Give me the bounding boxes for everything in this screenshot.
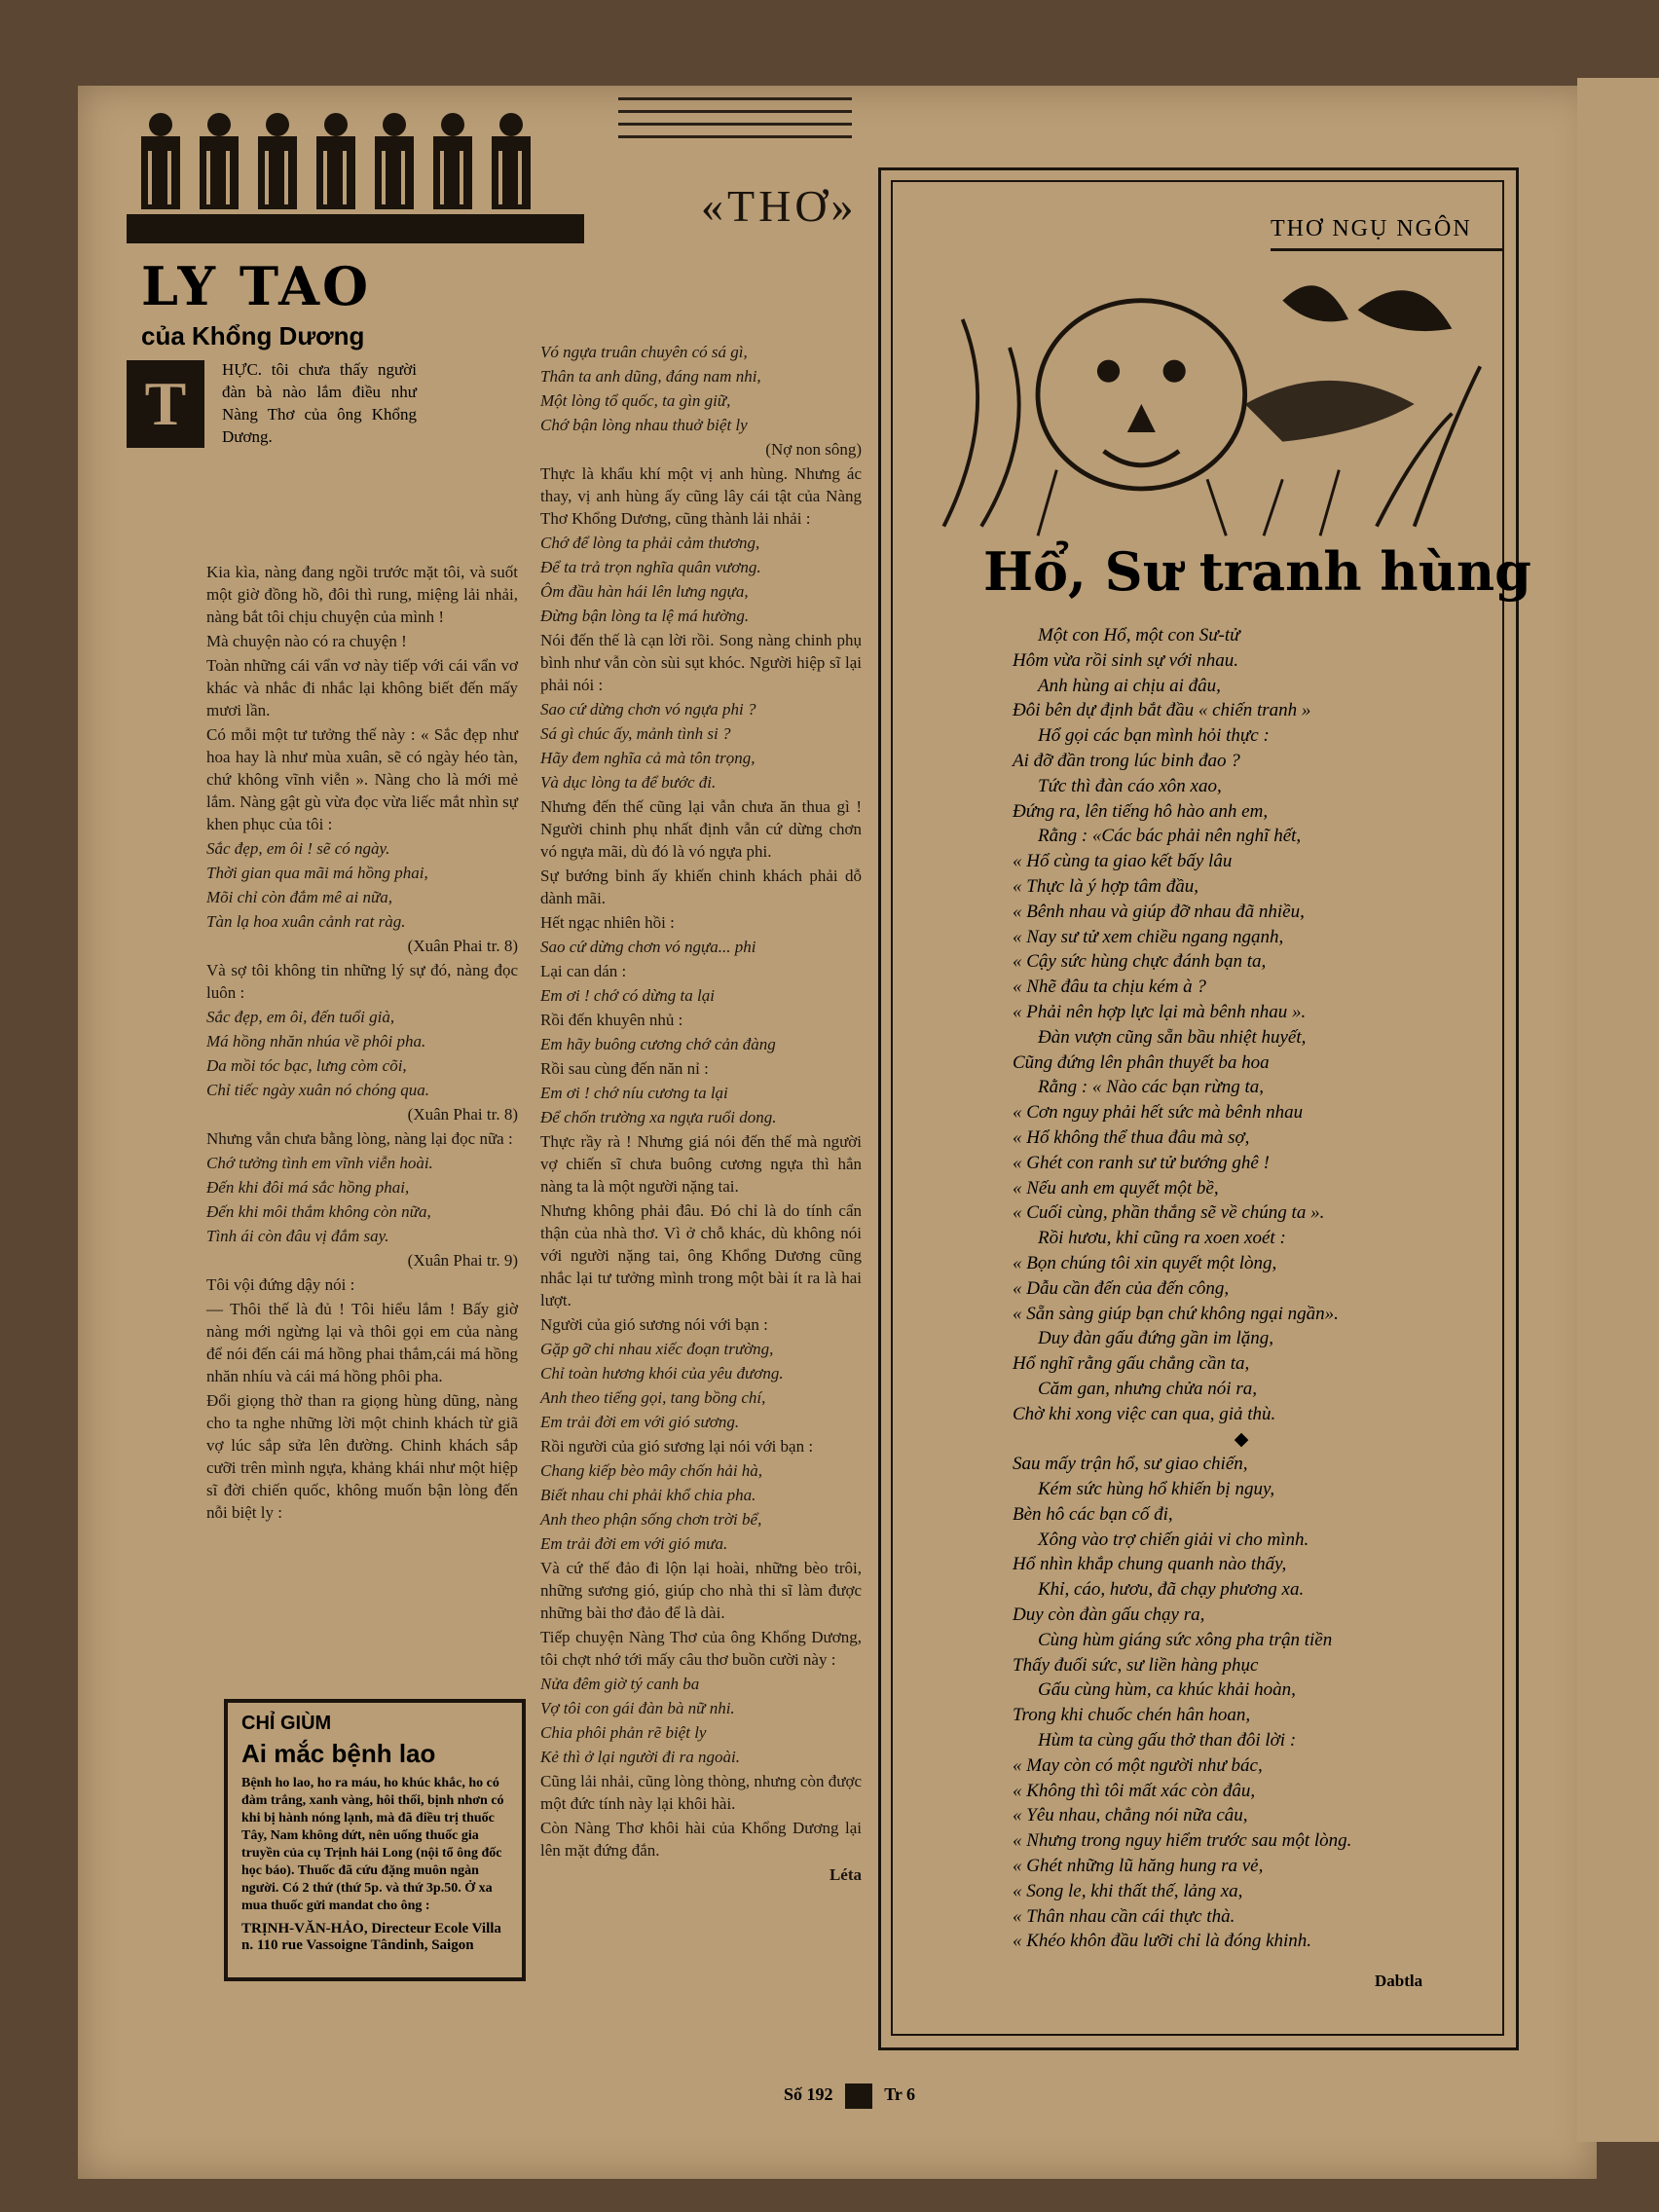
paragraph: Và sợ tôi không tin những lý sự đó, nàng đọc luôn :: [206, 961, 518, 1002]
notice-title: Ai mắc bệnh lao: [241, 1739, 436, 1768]
verse-line: Anh theo phận sống chơn trời bể,: [540, 1510, 762, 1529]
paragraph: Rồi sau cùng đến năn nỉ :: [540, 1059, 709, 1078]
verse: [540, 341, 862, 436]
verse-source: (Xuân Phai tr. 8): [407, 1105, 518, 1124]
paragraph: Người của gió sương nói với bạn :: [540, 1315, 768, 1334]
paragraph: Còn Nàng Thơ khôi hài của Khổng Dương lại lên mặt đứng đắn.: [540, 1819, 862, 1860]
poem-line: Hổ nhìn khắp chung quanh nào thấy,: [1013, 1554, 1287, 1575]
poem-line: Đứng ra, lên tiếng hô hào anh em,: [1013, 800, 1269, 822]
paragraph: Kia kìa, nàng đang ngồi trước mặt tôi, và suốt một giờ đồng hồ, đôi thì rung, miệng lải nhải, nàng bắt tôi chịu chuyện của mình !: [206, 563, 518, 626]
verse-line: Má hồng nhăn nhúa về phôi pha.: [206, 1032, 426, 1051]
verse: [206, 1006, 518, 1101]
poem-line: Sau mấy trận hổ, sư giao chiến,: [1013, 1454, 1248, 1475]
drop-cap: T: [127, 360, 204, 448]
poem-line: Xông vào trợ chiến giải vi cho mình.: [1038, 1529, 1309, 1550]
notice-address: TRỊNH-VĂN-HẢO, Directeur Ecole Villa n. 110 rue Vassoigne Tândinh, Saigon: [241, 1921, 501, 1953]
issue-number: Số 192: [784, 2084, 833, 2105]
verse: [540, 1673, 862, 1768]
paragraph: Rồi đến khuyên nhủ :: [540, 1011, 683, 1029]
paragraph: Lại can dán :: [540, 962, 627, 980]
next-page-edge: [1577, 78, 1659, 2142]
verse-line: Anh theo tiếng gọi, tang bồng chí,: [540, 1388, 766, 1407]
middle-column: [540, 341, 862, 1888]
verse-line: Chia phôi phản rẽ biệt ly: [540, 1723, 707, 1742]
poem-line: « Ghét những lũ hăng hung ra vẻ,: [1013, 1856, 1264, 1877]
verse-line: Để ta trả trọn nghĩa quân vương.: [540, 558, 761, 576]
paragraph: — Thôi thế là đủ ! Tôi hiểu lắm ! Bấy giờ nàng mới ngừng lại và thôi gọi em của nàng để nói đến cái má hồng phai thắm,cái má hồng nhăn nhíu và cái má hồng phôi pha.: [206, 1300, 518, 1385]
verse-line: Đến khi đôi má sắc hồng phai,: [206, 1178, 410, 1197]
poem-line: « Nhẽ đâu ta chịu kém à ?: [1013, 977, 1206, 998]
verse-line: Chỉ toàn hương khói của yêu đương.: [540, 1364, 784, 1382]
poem-line: « Thân nhau cần cái thực thà.: [1013, 1905, 1235, 1927]
verse-line: Để chốn trường xa ngựa ruổi dong.: [540, 1108, 777, 1126]
verse: [540, 1338, 862, 1433]
poem-line: Thấy đuối sức, sư liền hàng phục: [1013, 1654, 1259, 1676]
poem-line: Tức thì đàn cáo xôn xao,: [1038, 775, 1222, 796]
section-label: «THƠ»: [701, 181, 858, 231]
verse: [540, 698, 862, 793]
poem-line: « Nếu anh em quyết một bề,: [1013, 1177, 1219, 1198]
banner-illustration: [127, 97, 584, 253]
poem-line: Khỉ, cáo, hươu, đã chạy phương xa.: [1038, 1579, 1305, 1601]
advertisement-box: [224, 1699, 526, 1981]
poem-line: Hôm vừa rồi sinh sự với nhau.: [1013, 649, 1238, 671]
verse-line: Gặp gỡ chi nhau xiếc đoạn trường,: [540, 1340, 774, 1358]
poem-line: Gấu cùng hùm, ca khúc khải hoàn,: [1038, 1679, 1296, 1701]
poem-line: « Nay sư tử xem chiều ngang ngạnh,: [1013, 926, 1284, 947]
poem-line: « Không thì tôi mất xác còn đâu,: [1013, 1780, 1256, 1801]
verse-source: (Xuân Phai tr. 8): [407, 937, 518, 955]
poem-line: Duy đàn gấu đứng gần im lặng,: [1038, 1328, 1274, 1349]
verse-line: Chỉ tiếc ngày xuân nó chóng qua.: [206, 1081, 429, 1099]
page-footer: [784, 2083, 915, 2109]
paragraph: Cũng lải nhải, cũng lòng thòng, nhưng còn được một đức tính này lại khôi hài.: [540, 1772, 862, 1813]
section-divider: ◆: [1234, 1428, 1249, 1450]
poem-line: « Hổ không thể thua đâu mà sợ,: [1013, 1126, 1250, 1148]
verse-line: Nửa đêm giờ tý canh ba: [540, 1675, 700, 1693]
verse-line: Chớ bận lòng nhau thuở biệt ly: [540, 416, 748, 434]
verse-line: Và dục lòng ta để bước đi.: [540, 773, 717, 792]
article-intro: HỰC. tôi chưa thấy người đàn bà nào lắm điều như Nàng Thơ của ông Khổng Dương.: [222, 360, 417, 446]
verse-line: Da mồi tóc bạc, lưng còm cõi,: [206, 1056, 407, 1075]
notice-body: Bệnh ho lao, ho ra máu, ho khúc khắc, ho có đàm trắng, xanh vàng, hôi thối, bịnh nhơn có khi bị hành nóng lạnh, mà đã điều trị thuốc Tây, Nam không dứt, nên uống thuốc gia truyền của cụ Trịnh hải Long (nội tổ ông đốc học báo). Thuốc đã cứu đặng muôn ngàn người. Có 2 thứ (thứ 5p. và thứ 3p.50. Ở xa mua thuốc gửi mandat cho ông :: [241, 1776, 504, 1913]
verse: [206, 837, 518, 933]
verse-line: Vợ tôi con gái đàn bà nữ nhi.: [540, 1699, 735, 1717]
paragraph: Hết ngạc nhiên hồi :: [540, 913, 675, 932]
poem-line: « Song le, khi thất thế, lảng xa,: [1013, 1880, 1243, 1901]
poem-line: Rằng : «Các bác phải nên nghĩ hết,: [1038, 826, 1302, 847]
paragraph: Và cứ thế đảo đi lộn lại hoài, những bèo trôi, những sương gió, giúp cho nhà thi sĩ làm được những bài thơ đảo để là dài.: [540, 1559, 862, 1622]
poem-line: Một con Hổ, một con Sư-tử: [1038, 625, 1240, 645]
poem-line: « Cơn nguy phải hết sức mà bênh nhau: [1013, 1102, 1304, 1124]
poem-line: Đôi bên dự định bắt đầu « chiến tranh »: [1013, 700, 1311, 721]
verse-line: Sắc đẹp, em ôi ! sẽ có ngày.: [206, 839, 390, 858]
verse-line: Ôm đầu hàn hái lên lưng ngựa,: [540, 582, 749, 601]
verse-line: Em ơi ! chớ níu cương ta lại: [540, 1084, 728, 1102]
poem-line: Rằng : « Nào các bạn rừng ta,: [1038, 1077, 1265, 1098]
verse-line: Đừng bận lòng ta lệ má hường.: [540, 607, 750, 625]
verse-line: Vó ngựa truân chuyên có sá gì,: [540, 343, 748, 361]
verse: [206, 1152, 518, 1247]
verse-line: Tàn lạ hoa xuân cảnh rat ràg.: [206, 912, 406, 931]
poem-line: Hùm ta cùng gấu thở than đôi lời :: [1038, 1730, 1297, 1751]
poem-line: Hổ gọi các bạn mình hỏi thực :: [1038, 725, 1270, 747]
poem-line: « Thực là ý hợp tâm đầu,: [1013, 875, 1198, 897]
poem-line: « Ghét con ranh sư tử bướng ghê !: [1013, 1152, 1270, 1173]
verse-line: Biết nhau chi phải khổ chia pha.: [540, 1486, 756, 1504]
poem-body: [1013, 623, 1470, 1954]
masthead-logo-icon: [845, 2083, 872, 2109]
decorative-rules: [618, 97, 852, 148]
poem-line: Chờ khi xong việc can qua, giả thù.: [1013, 1403, 1276, 1424]
verse-line: Thân ta anh dũng, đáng nam nhi,: [540, 367, 761, 386]
paragraph: Nhưng đến thế cũng lại vẫn chưa ăn thua gì ! Người chinh phụ nhất định vẫn cứ dừng chơn vó ngựa mãi, dù đó là vó ngựa phi.: [540, 797, 862, 861]
verse-line: Hãy đem nghĩa cả mà tôn trọng,: [540, 749, 756, 767]
poem-line: « Bênh nhau và giúp đỡ nhau đã nhiều,: [1013, 901, 1305, 922]
tiger-illustration: [915, 263, 1499, 545]
verse-line: Sắc đẹp, em ôi, đến tuổi già,: [206, 1008, 395, 1026]
poem-line: « May còn có một người như bác,: [1013, 1754, 1263, 1776]
poem-line: « Sẵn sàng giúp bạn chứ không ngại ngần».: [1013, 1303, 1339, 1324]
verse-line: Sá gì chúc ấy, mảnh tình si ?: [540, 724, 731, 743]
poem-line: « Nhưng trong nguy hiểm trước sau một lòng.: [1013, 1830, 1352, 1852]
verse-line: Em trải đời em với gió sương.: [540, 1413, 740, 1431]
poem-line: Duy còn đàn gấu chạy ra,: [1013, 1604, 1205, 1626]
left-column: [206, 561, 518, 1526]
page-number: Tr 6: [884, 2084, 916, 2105]
poem-line: « Hổ cùng ta giao kết bấy lâu: [1013, 851, 1233, 872]
verse-line: Em trải đời em với gió mưa.: [540, 1534, 728, 1553]
paragraph: Có mỗi một tư tưởng thế này : « Sắc đẹp như hoa hay là như mùa xuân, sẽ có ngày héo tàn, chứ không vĩnh viễn ». Nàng cho là mới mẻ lắm. Nàng gật gù vừa đọc vừa liếc mắt nhìn sự khen phục của tôi :: [206, 725, 518, 833]
poem-line: Kém sức hùng hổ khiến bị nguy,: [1038, 1479, 1275, 1500]
poem-line: « Cậy sức hùng chực đánh bạn ta,: [1013, 951, 1267, 973]
verse-line: Mõi chỉ còn đắm mê ai nữa,: [206, 888, 393, 906]
paragraph: Nhưng không phải đâu. Đó chỉ là do tính cẩn thận của nhà thơ. Vì ở chỗ khác, dù không nói với người nặng tai, ông Khổng Dương cũng nhắc lại tư tưởng mình trong một bài ít ra là hai lượt.: [540, 1201, 862, 1309]
paragraph: Nói đến thế là cạn lời rồi. Song nàng chinh phụ bình như vẫn còn sùi sụt khóc. Người hiệp sĩ lại phải nói :: [540, 631, 862, 694]
verse-line: Kẻ thì ở lại người đi ra ngoài.: [540, 1748, 740, 1766]
poem-signature: Dabtla: [1375, 1972, 1423, 1990]
poem-line: Rồi hươu, khỉ cũng ra xoen xoét :: [1038, 1228, 1286, 1249]
poem-line: Căm gan, nhưng chửa nói ra,: [1038, 1378, 1257, 1399]
author-signature: Léta: [829, 1865, 862, 1884]
poem-line: Anh hùng ai chịu ai đâu,: [1038, 675, 1221, 696]
poem-line: « Phải nên hợp lực lại mà bênh nhau ».: [1013, 1001, 1307, 1022]
article-title: LY TAO: [141, 255, 372, 317]
verse-line: Tình ái còn đâu vị đắm say.: [206, 1227, 389, 1245]
poem-line: Hổ nghĩ rằng gấu chẳng cần ta,: [1013, 1353, 1250, 1375]
verse-line: Em hãy buông cương chớ cản đàng: [540, 1035, 776, 1053]
header-underline: [1271, 248, 1504, 251]
poem-line: « Cuối cùng, phần thắng sẽ về chúng ta ».: [1013, 1202, 1325, 1224]
verse-line: Chang kiếp bèo mây chốn hải hà,: [540, 1461, 763, 1480]
paragraph: Tiếp chuyện Nàng Thơ của ông Khổng Dương, tôi chợt nhớ tới mấy câu thơ buồn cười này :: [540, 1628, 862, 1669]
verse-line: Chớ để lòng ta phải cảm thương,: [540, 534, 760, 552]
poem-line: Bèn hô các bạn cố đi,: [1013, 1503, 1173, 1525]
poem-line: Cũng đứng lên phân thuyết ba hoa: [1013, 1051, 1270, 1073]
verse-line: Em ơi ! chớ có dừng ta lại: [540, 986, 715, 1005]
verse-source: (Xuân Phai tr. 9): [407, 1251, 518, 1270]
poem-title: Hổ, Sư tranh hùng: [983, 540, 1531, 603]
paragraph: Mà chuyện nào có ra chuyện !: [206, 632, 407, 650]
poem-line: « Bọn chúng tôi xin quyết một lòng,: [1013, 1252, 1277, 1273]
verse-line: Sao cứ dừng chơn vó ngựa phi ?: [540, 700, 756, 719]
verse-source: (Nợ non sông): [765, 440, 862, 459]
verse-line: Đến khi môi thắm không còn nữa,: [206, 1202, 431, 1221]
verse: [540, 532, 862, 627]
verse-line: Một lòng tổ quốc, ta gìn giữ,: [540, 391, 731, 410]
paragraph: Thực rầy rà ! Nhưng giá nói đến thế mà người vợ chiến sĩ chưa buông cương ngựa thì hẳn nàng ta là một người nặng tai.: [540, 1132, 862, 1196]
poem-line: « Dẫu cần đến của đến công,: [1013, 1277, 1230, 1299]
paragraph: Rồi người của gió sương lại nói với bạn :: [540, 1437, 814, 1456]
paragraph: Thực là khẩu khí một vị anh hùng. Nhưng ác thay, vị anh hùng ấy cũng lây cái tật của Nàng Thơ Khổng Dương, cũng thành lải nhải :: [540, 464, 862, 528]
verse-line: Sao cứ dừng chơn vó ngựa... phi: [540, 938, 756, 956]
poem-line: « Yêu nhau, chẳng nói nữa câu,: [1013, 1805, 1248, 1826]
poem-section-header: THƠ NGỤ NGÔN: [1271, 216, 1472, 241]
poem-line: « Khéo khôn đầu lưỡi chỉ là đóng khinh.: [1013, 1931, 1312, 1952]
paragraph: Nhưng vẫn chưa bằng lòng, nàng lại đọc nữa :: [206, 1129, 513, 1148]
poem-line: Cùng hùm giáng sức xông pha trận tiền: [1038, 1629, 1333, 1650]
paragraph: Sự bướng bỉnh ấy khiến chinh khách phải dỗ dành mãi.: [540, 866, 862, 907]
poem-line: Ai đỡ đần trong lúc binh đao ?: [1013, 750, 1240, 771]
poem-line: Đàn vượn cũng sẵn bầu nhiệt huyết,: [1038, 1026, 1307, 1048]
paragraph: Tôi vội đứng dậy nói :: [206, 1275, 355, 1294]
paragraph: Toàn những cái vẩn vơ này tiếp với cái vẩn vơ khác và nhắc đi nhắc lại không biết đến mấy mươi lần.: [206, 656, 518, 719]
poem-line: Trong khi chuốc chén hân hoan,: [1013, 1705, 1251, 1726]
verse-line: Thời gian qua mãi má hồng phai,: [206, 864, 428, 882]
verse: [540, 1459, 862, 1555]
notice-header: CHỈ GIÙM: [241, 1713, 332, 1734]
article-byline: của Khổng Dương: [141, 321, 365, 350]
verse-line: Chớ tưởng tình em vĩnh viễn hoài.: [206, 1154, 433, 1172]
paragraph: Đổi giọng thờ than ra giọng hùng dũng, nàng cho ta nghe những lời một chinh khách từ giã vợ lúc sắp sửa lên đường. Chinh khách sắp cưỡi trên mình ngựa, khảng khái như một hiệp sĩ đời chiến quốc, không muốn bận lòng đến nỗi biệt ly :: [206, 1391, 518, 1522]
